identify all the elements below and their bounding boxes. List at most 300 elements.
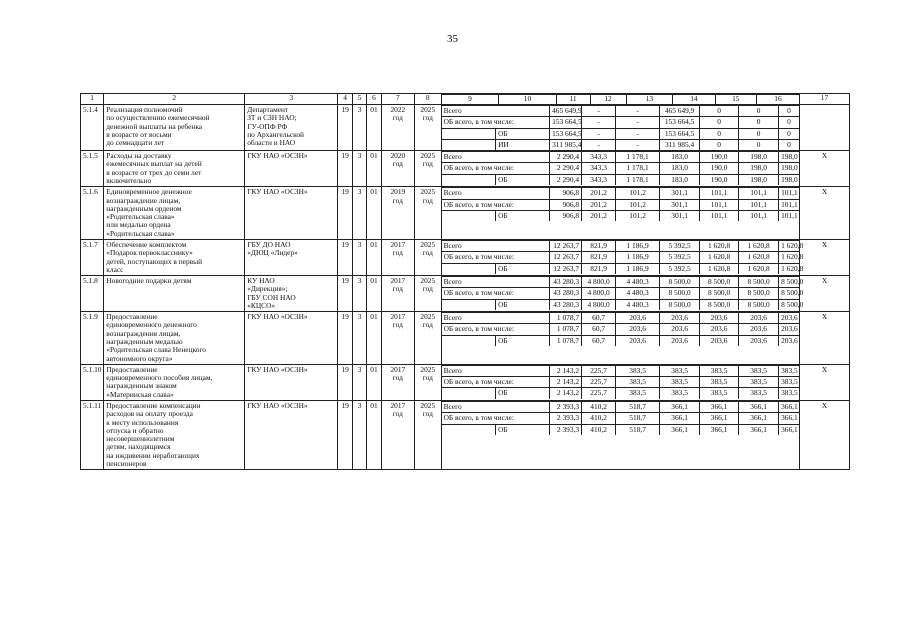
funding-label-empty (442, 210, 496, 221)
measure-name-line: награжденным знаком (106, 381, 177, 391)
measure-name-line: Новогодние подарки детям (106, 276, 192, 286)
amount-cell: 8 500,0 (700, 299, 739, 310)
amount-cell: 203,6 (616, 313, 660, 324)
row-number: 5.1.5 (81, 151, 104, 187)
measure-name (104, 312, 245, 365)
year-line: год (392, 409, 403, 419)
column-number: 4 (338, 94, 352, 105)
funding-block (441, 239, 804, 275)
funding-line (442, 277, 799, 288)
amount-cell: 383,5 (739, 365, 779, 376)
mark-cell: X (799, 312, 849, 365)
amount-cell: 183,0 (660, 174, 700, 185)
amount-cell: 8 500,0 (779, 288, 799, 299)
amount-cell: 203,6 (660, 324, 700, 335)
amount-cell: 301,1 (660, 188, 700, 199)
amount-cell: 1 620,8 (700, 240, 739, 251)
amount-cell: 1 178,1 (616, 163, 660, 174)
funding-source-label: ОБ (496, 174, 550, 185)
funding-line (442, 424, 799, 435)
measure-name-line: в возрасте от трех до семи лет (106, 167, 202, 177)
year-line: 2017 (390, 276, 406, 286)
funding-source-label: ИИ (496, 139, 550, 150)
funding-line (442, 188, 799, 199)
amount-cell: 343,3 (582, 174, 616, 185)
funding-label-empty (442, 139, 496, 150)
measure-name-line: в возрасте от восьми (106, 129, 172, 139)
funding-block (441, 401, 799, 470)
year-line: 2020 (390, 151, 406, 161)
amount-cell: 821,9 (582, 240, 616, 251)
funding-label-empty (442, 424, 496, 435)
year-line: год (392, 159, 403, 169)
table-row (81, 276, 850, 312)
amount-cell: 0 (779, 117, 799, 128)
year-line: 2025 (420, 105, 436, 114)
funding-source-label: ОБ (496, 263, 550, 274)
funding-source-label: Всего (442, 240, 550, 251)
code-cell: 19 (338, 276, 352, 312)
measure-name-line: награжденным медалью (106, 337, 183, 347)
funding-line (442, 299, 799, 310)
start-year (381, 401, 414, 470)
column-number: 15 (715, 95, 756, 105)
amount-cell: 101,2 (616, 199, 660, 210)
column-number-group (441, 94, 799, 105)
funding-block (441, 105, 799, 151)
amount-cell: 410,2 (582, 424, 616, 435)
amount-cell: 198,0 (779, 152, 799, 163)
amount-cell: 5 392,5 (660, 263, 700, 274)
column-number: 11 (556, 95, 590, 105)
table-row (81, 239, 850, 275)
amount-cell: 1 178,1 (616, 152, 660, 163)
amount-cell: 201,2 (582, 199, 616, 210)
column-number: 1 (81, 94, 104, 105)
funding-line (442, 402, 799, 413)
funding-line (442, 199, 799, 210)
table-body (81, 94, 850, 470)
code-cell: 19 (338, 187, 352, 240)
funding-source-label: Всего (442, 402, 550, 413)
row-number: 5.1.8 (81, 276, 104, 312)
funding-source-label: ОБ (496, 299, 550, 310)
amount-cell: 203,6 (700, 335, 739, 346)
amount-cell: 1 186,9 (616, 263, 660, 274)
row-number: 5.1.9 (81, 312, 104, 365)
funding-line (442, 288, 799, 299)
amount-cell: 225,7 (582, 377, 616, 388)
funding-label-empty (442, 388, 496, 399)
amount-cell: 0 (739, 117, 779, 128)
measure-name-line: «Материнская слава» (106, 389, 174, 399)
measure-name-line: награжденным орденом (106, 203, 182, 213)
table-row (81, 187, 850, 240)
amount-cell: 1 078,7 (550, 313, 582, 324)
column-number: 10 (499, 95, 556, 105)
funding-line (442, 174, 799, 185)
amount-cell: 383,5 (616, 377, 660, 388)
amount-cell: 0 (779, 139, 799, 150)
amount-cell: 60,7 (582, 313, 616, 324)
amount-cell: 465 649,9 (660, 106, 700, 117)
start-year (381, 276, 414, 312)
funding-source-label: ОБ всего, в том числе: (442, 199, 550, 210)
amount-cell: 383,5 (616, 365, 660, 376)
code-cell: 19 (338, 239, 352, 275)
amount-cell: - (616, 139, 660, 150)
amount-cell: 383,5 (660, 365, 700, 376)
funding-label-empty (442, 335, 496, 346)
row-number: 5.1.7 (81, 239, 104, 275)
amount-cell: 8 500,0 (660, 299, 700, 310)
amount-cell: 518,7 (616, 402, 660, 413)
funding-line (442, 388, 799, 399)
measure-name-line: денежной выплаты на ребенка (106, 121, 203, 131)
executor (245, 187, 338, 240)
funding-source-label: ОБ всего, в том числе: (442, 413, 550, 424)
amount-cell: 383,5 (739, 388, 779, 399)
amount-cell: 366,1 (660, 413, 700, 424)
executor-line: ГКУ НАО «ОСЗН» (247, 151, 308, 161)
funding-line (442, 324, 799, 335)
row-number: 5.1.4 (81, 105, 104, 151)
start-year (381, 151, 414, 187)
executor-line: ГБУ СОН НАО (247, 292, 296, 302)
amount-cell: 1 620,8 (700, 263, 739, 274)
row-number: 5.1.10 (81, 364, 104, 400)
code-cell: 3 (352, 312, 366, 365)
amount-cell: 198,0 (779, 163, 799, 174)
amount-cell: 383,5 (616, 388, 660, 399)
measure-name-line: вознаграждения лицам, (106, 328, 181, 338)
amount-cell: 1 186,9 (616, 240, 660, 251)
funding-line (442, 263, 799, 274)
amount-cell: 8 500,0 (700, 288, 739, 299)
year-line: 2017 (390, 239, 406, 249)
amount-cell: 198,0 (779, 174, 799, 185)
funding-source-label: ОБ (496, 424, 550, 435)
amount-cell: 198,0 (739, 152, 779, 163)
amount-cell: - (616, 117, 660, 128)
amount-cell: 203,6 (616, 335, 660, 346)
page-number: 35 (447, 33, 458, 45)
amount-cell: 183,0 (660, 152, 700, 163)
year-line: 2025 (420, 239, 436, 249)
code-cell: 19 (338, 151, 352, 187)
amount-cell: 301,1 (660, 199, 700, 210)
amount-cell: 2 393,3 (550, 402, 582, 413)
funding-line (442, 128, 799, 139)
amount-cell: 101,1 (739, 188, 779, 199)
table-row (81, 364, 850, 400)
code-cell: 3 (352, 151, 366, 187)
amount-cell: 383,5 (660, 377, 700, 388)
funding-line (442, 377, 799, 388)
amount-cell: 906,8 (550, 188, 582, 199)
funding-source-label: ОБ всего, в том числе: (442, 324, 550, 335)
amount-cell: 101,1 (700, 210, 739, 221)
amount-cell: 12 263,7 (550, 240, 582, 251)
mark-cell: X (799, 364, 849, 400)
code-cell: 01 (367, 187, 381, 240)
measure-name-line: ежемесячных выплат на детей (106, 159, 202, 169)
measure-name-line: «Родительская слава» (106, 212, 175, 222)
funding-source-label: ОБ (496, 388, 550, 399)
funding-line (442, 210, 799, 221)
measure-name (104, 187, 245, 240)
measure-name-line: детей, поступающих в первый (106, 256, 203, 266)
executor-line: «ДЮЦ «Лидер» (247, 248, 298, 258)
year-line: год (422, 195, 433, 205)
mark-cell (799, 105, 849, 151)
amount-cell: 1 620,8 (779, 240, 799, 251)
amount-cell: 153 664,5 (660, 128, 700, 139)
measure-name-line: отпуска и обратно (106, 425, 164, 435)
amount-cell: 190,0 (700, 163, 739, 174)
measure-name-line: «Родительская слава» (106, 228, 175, 238)
executor-line: по Архангельской (247, 129, 305, 139)
amount-cell: 0 (700, 128, 739, 139)
start-year (381, 364, 414, 400)
code-cell: 01 (367, 276, 381, 312)
amount-cell: 190,0 (700, 174, 739, 185)
column-number: 6 (367, 94, 381, 105)
code-cell: 3 (352, 401, 366, 470)
code-cell: 01 (367, 312, 381, 365)
executor (245, 401, 338, 470)
measure-name (104, 105, 245, 151)
year-line: 2025 (420, 276, 436, 286)
executor-line: области и НАО (247, 138, 296, 148)
measure-name-line: класс (106, 264, 124, 274)
year-line: 2025 (420, 401, 436, 410)
amount-cell: 343,3 (582, 163, 616, 174)
code-cell: 01 (367, 151, 381, 187)
funding-source-label: ОБ всего, в том числе: (442, 252, 550, 263)
measure-name-line: «Родительская слава Ненецкого (106, 345, 207, 355)
table-row (81, 151, 850, 187)
code-cell: 19 (338, 105, 352, 151)
funding-source-label: Всего (442, 313, 550, 324)
measure-name-line: детям, находящимся (106, 442, 171, 452)
amount-cell: 43 280,3 (550, 288, 582, 299)
amount-cell: 2 143,2 (550, 365, 582, 376)
code-cell: 19 (338, 401, 352, 470)
amount-cell: 1 620,8 (779, 252, 799, 263)
amount-cell: 0 (739, 106, 779, 117)
measure-name-line: автономного округа» (106, 353, 173, 363)
measure-name (104, 276, 245, 312)
amount-cell: 311 985,4 (550, 139, 582, 150)
amount-cell: 1 620,8 (739, 252, 779, 263)
amount-cell: 366,1 (700, 413, 739, 424)
column-number: 2 (104, 94, 245, 105)
amount-cell: 198,0 (739, 174, 779, 185)
executor-line: ГКУ НАО «ОСЗН» (247, 312, 308, 322)
executor (245, 364, 338, 400)
year-line: 2025 (420, 151, 436, 161)
amount-cell: 12 263,7 (550, 263, 582, 274)
table-row (81, 401, 850, 470)
year-line: 2019 (390, 187, 406, 197)
amount-cell: 203,6 (700, 324, 739, 335)
amount-cell: 5 392,5 (660, 252, 700, 263)
end-year (414, 239, 441, 275)
measure-name-line: Расходы на доставку (106, 151, 172, 161)
amount-cell: 1 186,9 (616, 252, 660, 263)
amount-cell: 0 (779, 106, 799, 117)
column-number: 8 (414, 94, 441, 105)
amount-cell: 383,5 (779, 388, 799, 399)
amount-cell: 201,2 (582, 188, 616, 199)
amount-cell: 183,0 (660, 163, 700, 174)
funding-source-label: ОБ (496, 210, 550, 221)
end-year (414, 364, 441, 400)
amount-cell: 203,6 (700, 313, 739, 324)
amount-cell: 2 143,2 (550, 388, 582, 399)
amount-cell: 465 649,9 (550, 106, 582, 117)
funding-source-label: ОБ всего, в том числе: (442, 117, 550, 128)
funding-line (442, 117, 799, 128)
year-line: год (392, 248, 403, 258)
measure-name-line: или медалью ордена (106, 220, 171, 230)
amount-cell: 8 500,0 (779, 299, 799, 310)
amount-cell: 101,2 (616, 188, 660, 199)
amount-cell: 8 500,0 (739, 299, 779, 310)
amount-cell: - (616, 128, 660, 139)
amount-cell: 366,1 (660, 424, 700, 435)
amount-cell: 1 178,1 (616, 174, 660, 185)
column-number: 5 (352, 94, 366, 105)
column-number: 9 (442, 95, 499, 105)
measure-name-line: по осуществлению ежемесячной (106, 113, 210, 123)
budget-table (80, 93, 850, 470)
amount-cell: 101,2 (616, 210, 660, 221)
amount-cell: 383,5 (700, 365, 739, 376)
year-line: 2017 (390, 364, 406, 374)
amount-cell: - (582, 117, 616, 128)
mark-cell: X (799, 401, 849, 470)
measure-name-line: к месту использования (106, 417, 179, 427)
amount-cell: 8 500,0 (660, 277, 700, 288)
executor (245, 312, 338, 365)
amount-cell: 383,5 (700, 388, 739, 399)
amount-cell: 366,1 (700, 424, 739, 435)
amount-cell: 101,1 (739, 199, 779, 210)
executor-line: ГУ-ОПФ РФ (247, 121, 288, 131)
code-cell: 01 (367, 401, 381, 470)
amount-cell: 8 500,0 (779, 277, 799, 288)
code-cell: 19 (338, 312, 352, 365)
executor-line: КУ НАО (247, 276, 275, 286)
funding-source-label: ОБ всего, в том числе: (442, 377, 550, 388)
measure-name-line: Обеспечение комплектом (106, 239, 187, 249)
year-line: год (422, 248, 433, 258)
measure-name-line: Единовременное денежное (106, 187, 192, 197)
code-cell: 3 (352, 364, 366, 400)
code-cell: 19 (338, 364, 352, 400)
row-number: 5.1.6 (81, 187, 104, 240)
funding-source-label: ОБ (496, 335, 550, 346)
column-number: 14 (673, 95, 715, 105)
mark-cell: X (799, 151, 849, 187)
year-line: 2025 (420, 364, 436, 374)
end-year (414, 105, 441, 151)
mark-cell: X (799, 276, 849, 312)
measure-name-line: Предоставление (106, 312, 158, 322)
amount-cell: 383,5 (660, 388, 700, 399)
end-year (414, 401, 441, 470)
amount-cell: 5 392,5 (660, 240, 700, 251)
start-year (381, 239, 414, 275)
year-line: 2017 (390, 401, 406, 410)
funding-source-label: Всего (442, 365, 550, 376)
amount-cell: 343,3 (582, 152, 616, 163)
executor-line: ГКУ НАО «ОСЗН» (247, 401, 308, 410)
executor-line: Департамент (247, 105, 289, 114)
amount-cell: 383,5 (779, 377, 799, 388)
amount-cell: 366,1 (700, 402, 739, 413)
executor (245, 105, 338, 151)
amount-cell: 60,7 (582, 324, 616, 335)
executor-line: ГКУ НАО «ОСЗН» (247, 187, 308, 197)
year-line: 2025 (420, 187, 436, 197)
year-line: год (392, 373, 403, 383)
end-year (414, 187, 441, 240)
year-line: год (392, 320, 403, 330)
measure-name-line: вознаграждение лицам, (106, 195, 181, 205)
year-line: 2017 (390, 312, 406, 322)
amount-cell: 1 078,7 (550, 335, 582, 346)
amount-cell: 101,1 (779, 199, 799, 210)
funding-label-empty (442, 299, 496, 310)
amount-cell: 366,1 (739, 413, 779, 424)
amount-cell: - (616, 106, 660, 117)
amount-cell: 203,6 (739, 313, 779, 324)
executor-line: «КЦСО» (247, 300, 276, 310)
start-year (381, 187, 414, 240)
amount-cell: - (582, 139, 616, 150)
amount-cell: 60,7 (582, 335, 616, 346)
funding-line (442, 139, 799, 150)
amount-cell: 410,2 (582, 413, 616, 424)
funding-source-label: Всего (442, 188, 550, 199)
year-line: год (422, 373, 433, 383)
column-number: 16 (756, 95, 799, 105)
funding-label-empty (442, 174, 496, 185)
amount-cell: 1 620,8 (779, 263, 799, 274)
amount-cell: 0 (739, 128, 779, 139)
amount-cell: 2 393,3 (550, 424, 582, 435)
mark-cell: X (799, 239, 849, 275)
funding-label-empty (442, 263, 496, 274)
amount-cell: 518,7 (616, 424, 660, 435)
funding-source-label: ОБ (496, 128, 550, 139)
measure-name-line: до семнадцати лет (106, 138, 165, 148)
amount-cell: 1 620,8 (700, 252, 739, 263)
code-cell: 01 (367, 105, 381, 151)
measure-name-line: пенсионеров (106, 458, 147, 468)
amount-cell: 0 (700, 117, 739, 128)
column-number: 13 (626, 95, 673, 105)
amount-cell: 1 620,8 (739, 240, 779, 251)
amount-cell: 1 620,8 (739, 263, 779, 274)
amount-cell: 203,6 (660, 335, 700, 346)
amount-cell: - (582, 106, 616, 117)
funding-source-label: ОБ всего, в том числе: (442, 288, 550, 299)
year-line: год (392, 284, 403, 294)
